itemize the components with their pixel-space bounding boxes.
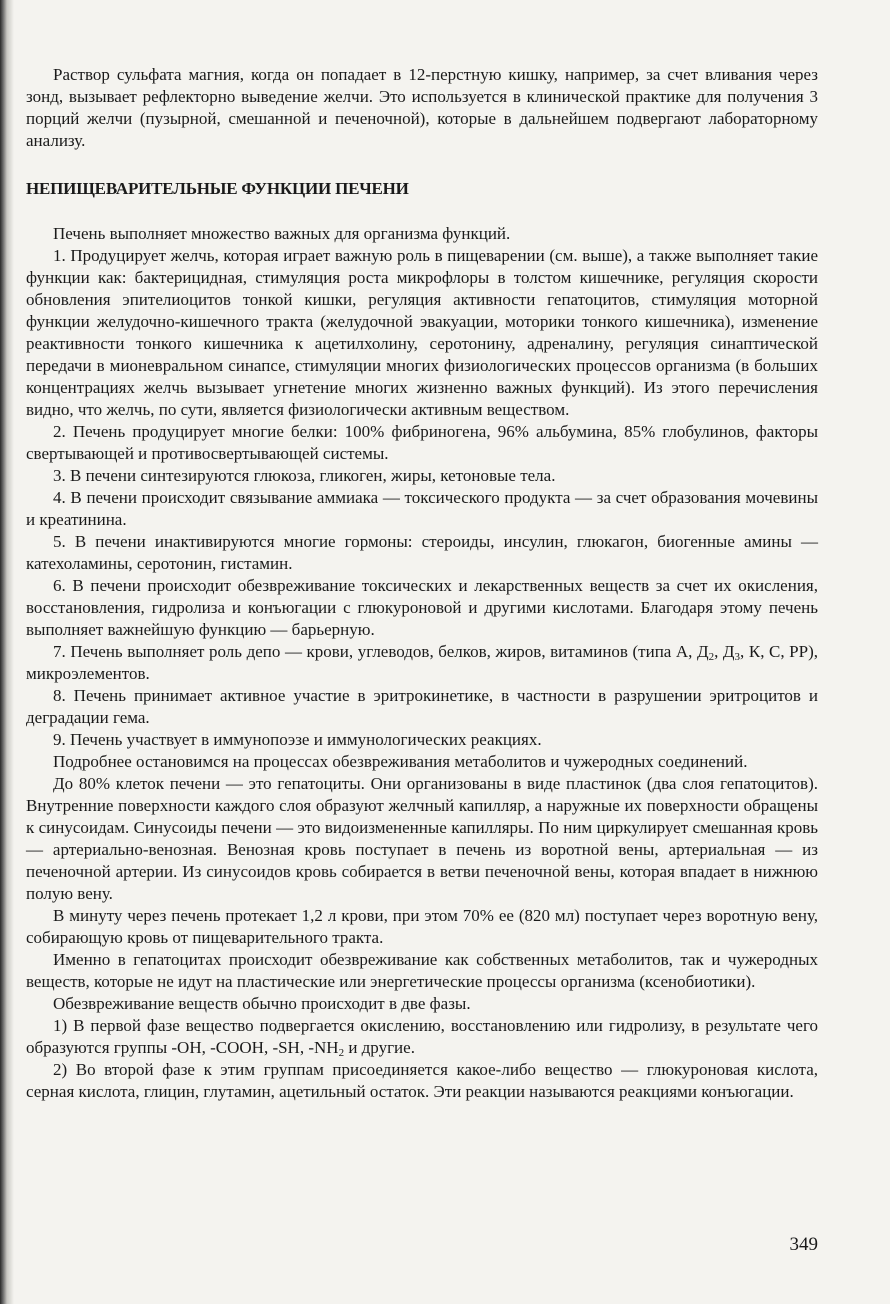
- function-4: 4. В печени происходит связывание аммиака — токсического продукта — за счет образования мочевины и креатинина.: [26, 488, 818, 529]
- function-1: 1. Продуцирует желчь, которая играет важную роль в пищеварении (см. выше), а также выполняет такие функции как: бактерицидная, стимуляция роста микрофлоры в толстом кишечнике, регуляция скорости обновления эпителиоцитов тонкой кишки, регуляция активности гепатоцитов, стимуляция моторной функции желудочно-кишечного тракта (желудочной эвакуации, моторики тонкого кишечника), изменение реактивности тонкого кишечника к ацетилхолину, серотонину, адреналину, регуляция синаптической передачи в мионевральном синапсе, стимуляции многих физиологических процессов организма (в больших концентрациях желчь вызывает угнетение многих жизненно важных функций). Из этого перечисления видно, что желчь, по сути, является физиологически активным веществом.: [26, 246, 818, 419]
- phase-1-paragraph: [26, 1015, 818, 1059]
- function-7-sub-1: 2: [708, 651, 715, 663]
- detox-paragraph-5: Обезвреживание веществ обычно происходит в две фазы.: [53, 994, 471, 1013]
- function-7: [26, 641, 818, 685]
- detox-paragraph-3: В минуту через печень протекает 1,2 л крови, при этом 70% ее (820 мл) поступает через воротную вену, собирающую кровь от пищеварительного тракта.: [26, 906, 818, 947]
- phase-1-sub: 2: [338, 1047, 345, 1059]
- lead-paragraph: Печень выполняет множество важных для организма функций.: [53, 224, 511, 243]
- detox-paragraph-4: Именно в гепатоцитах происходит обезвреживание как собственных метаболитов, так и чужеродных веществ, которые не идут на пластические или энергетические процессы организма (ксенобиотики).: [26, 950, 818, 991]
- detox-paragraph-2: До 80% клеток печени — это гепатоциты. Они организованы в виде пластинок (два слоя гепатоцитов). Внутренние поверхности каждого слоя образуют желчный капилляр, а наружные их поверхности обращены к синусоидам. Синусоиды печени — это видоизмененные капилляры. По ним циркулирует смешанная кровь — артериально-венозная. Венозная кровь поступает в печень из воротной вены, артериальная — из печеночной артерии. Из синусоидов кровь собирается в ветви печеночной вены, которая впадает в нижнюю полую вену.: [26, 774, 818, 903]
- detox-paragraph-1: Подробнее остановимся на процессах обезвреживания метаболитов и чужеродных соединений.: [53, 752, 748, 771]
- function-8: 8. Печень принимает активное участие в эритрокинетике, в частности в разрушении эритроцитов и деградации гема.: [26, 686, 818, 727]
- function-3: 3. В печени синтезируются глюкоза, гликоген, жиры, кетоновые тела.: [53, 466, 556, 485]
- function-7-end: , К, С, РР), микроэлементов.: [26, 642, 818, 683]
- phase-2-paragraph: 2) Во второй фазе к этим группам присоединяется какое-либо вещество — глюкуроновая кислота, серная кислота, глицин, глутамин, ацетильный остаток. Эти реакции называются реакциями конъюгации.: [26, 1060, 818, 1101]
- scan-edge-shadow: [0, 0, 14, 1304]
- phase-1-end: и другие.: [344, 1038, 415, 1057]
- function-7-sub-2: 3: [734, 651, 741, 663]
- page-number: 349: [789, 1234, 818, 1255]
- section-heading: НЕПИЩЕВАРИТЕЛЬНЫЕ ФУНКЦИИ ПЕЧЕНИ: [26, 179, 409, 198]
- function-2: 2. Печень продуцирует многие белки: 100% фибриногена, 96% альбумина, 85% глобулинов, факторы свертывающей и противосвертывающей системы.: [26, 422, 818, 463]
- function-9: 9. Печень участвует в иммунопоэзе и иммунологических реакциях.: [53, 730, 542, 749]
- function-5: 5. В печени инактивируются многие гормоны: стероиды, инсулин, глюкагон, биогенные амины — катехоламины, серотонин, гистамин.: [26, 532, 818, 573]
- function-7-text: 7. Печень выполняет роль депо — крови, углеводов, белков, жиров, витаминов (типа А, Д: [53, 642, 709, 661]
- function-6: 6. В печени происходит обезвреживание токсических и лекарственных веществ за счет их окисления, восстановления, гидролиза и конъюгации с глюкуроновой и другими кислотами. Благодаря этому печень выполняет важнейшую функцию — барьерную.: [26, 576, 818, 639]
- intro-paragraph: Раствор сульфата магния, когда он попадает в 12-перстную кишку, например, за счет вливания через зонд, вызывает рефлекторно выведение желчи. Это используется в клинической практике для получения 3 порций желчи (пузырной, смешанной и печеночной), которые в дальнейшем подвергают лабораторному анализу.: [26, 65, 818, 150]
- phase-1-text: 1) В первой фазе вещество подвергается окислению, восстановлению или гидролизу, в результате чего образуются группы -ОН, -СООН, -SH, -NH: [26, 1016, 818, 1057]
- page-body: [26, 64, 818, 1103]
- function-7-mid: , Д: [714, 642, 735, 661]
